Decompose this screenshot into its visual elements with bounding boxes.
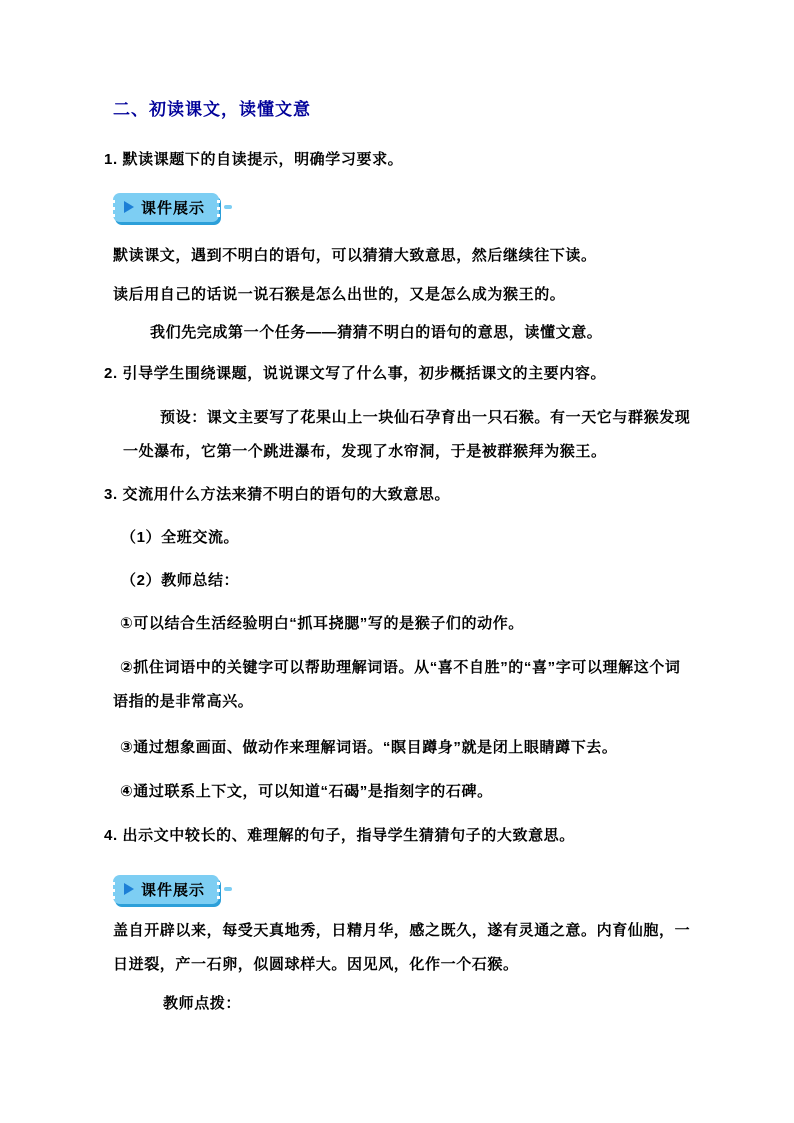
play-triangle-icon — [124, 883, 134, 895]
courseware-badge-ribbon — [113, 193, 219, 222]
sub-item-1: （1）全班交流。 — [121, 529, 240, 546]
slide-text-line-2: 读后用自己的话说一说石猴是怎么出世的，又是怎么成为猴王的。 — [113, 286, 566, 303]
quoted-passage: 盖自开辟以来，每受天真地秀，日精月华，感之既久，遂有灵通之意。内育仙胞，一日迸裂，产一石卵，似圆球样大。因见风，化作一个石猴。 — [113, 922, 691, 973]
section-heading: 二、初读课文，读懂文意 — [113, 100, 311, 119]
step-item-3: 3. 交流用什么方法来猜不明白的语句的大致意思。 — [104, 486, 451, 503]
courseware-badge-1 — [113, 192, 694, 222]
method-point-4: ④通过联系上下文，可以知道“石碣”是指刻字的石碑。 — [120, 783, 493, 800]
step-item-2: 2. 引导学生围绕课题，说说课文写了什么事，初步概括课文的主要内容。 — [104, 365, 607, 382]
courseware-badge-2 — [113, 874, 694, 904]
courseware-badge-label: 课件展示 — [141, 881, 206, 899]
courseware-badge-label: 课件展示 — [141, 199, 206, 217]
slide-text-line-1: 默读课文，遇到不明白的语句，可以猜猜大致意思，然后继续往下读。 — [113, 247, 597, 264]
step-item-4: 4. 出示文中较长的、难理解的句子，指导学生猜猜句子的大致意思。 — [104, 827, 575, 844]
teacher-transition-line: 我们先完成第一个任务——猜猜不明白的语句的意思，读懂文意。 — [150, 324, 603, 341]
step-item-1: 1. 默读课题下的自读提示，明确学习要求。 — [104, 151, 404, 168]
method-point-2: ②抓住词语中的关键字可以帮助理解词语。从“喜不自胜”的“喜”字可以理解这个词语指的是非常高兴。 — [113, 659, 681, 710]
badge-tail-mark — [224, 205, 232, 209]
courseware-badge-ribbon — [113, 875, 219, 904]
play-triangle-icon — [124, 201, 134, 213]
sub-item-2: （2）教师总结： — [121, 572, 240, 589]
preset-answer: 预设：课文主要写了花果山上一块仙石孕育出一只石猴。有一天它与群猴发现一处瀑布，它第一个跳进瀑布，发现了水帘洞，于是被群猴拜为猴王。 — [123, 409, 691, 460]
badge-tail-mark — [224, 887, 232, 891]
method-point-1: ①可以结合生活经验明白“抓耳挠腮”写的是猴子们的动作。 — [120, 615, 524, 632]
method-point-3: ③通过想象画面、做动作来理解词语。“瞑目蹲身”就是闭上眼睛蹲下去。 — [120, 739, 618, 756]
teacher-guidance-label: 教师点拨： — [163, 995, 242, 1012]
